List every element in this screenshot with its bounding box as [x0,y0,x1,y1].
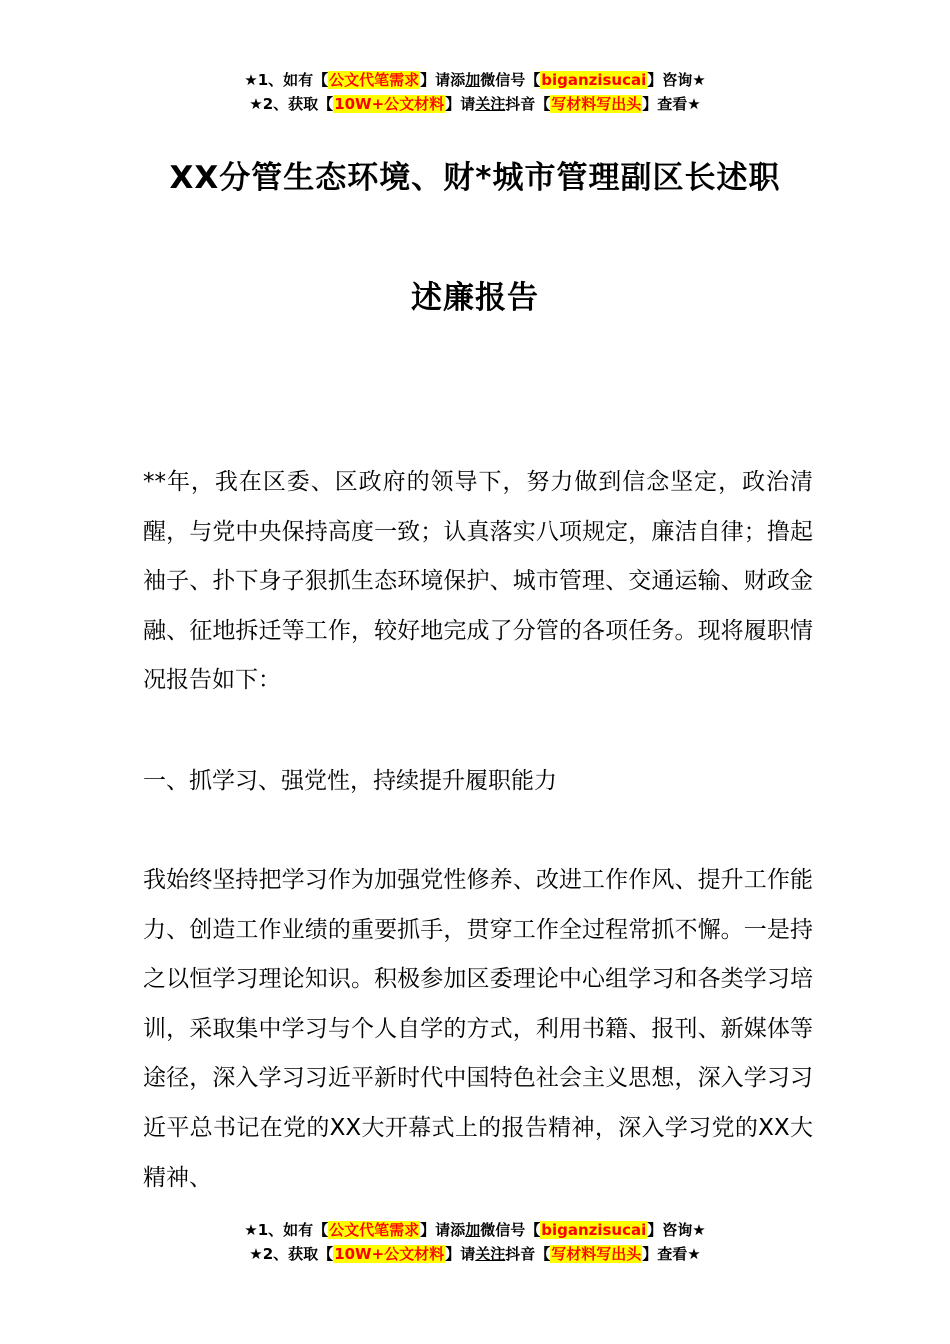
banner-text: 】咨询★ [647,71,706,89]
banner-text: 】查看★ [642,95,701,113]
footer-banner [0,1218,950,1266]
wechat-id: biganzisucai [541,71,647,89]
banner-line-2 [0,1242,950,1266]
banner-text: 】请 [445,95,476,113]
section-heading: 一、抓学习、强党性，持续提升履职能力 [143,768,557,794]
header-banner [0,68,950,116]
document-title-line-2: 述廉报告 [411,280,539,316]
highlight-text: 10W+公文材料 [334,1245,445,1263]
banner-text: 】请添 [420,71,466,89]
underlined-text: 关注 [475,95,506,113]
banner-text: 】查看★ [642,1245,701,1263]
highlight-text: 公文代笔需求 [329,1221,420,1239]
banner-line-1 [0,1218,950,1242]
highlight-text: 公文代笔需求 [329,71,420,89]
banner-text: 微信号【 [480,71,541,89]
banner-text: 】请 [445,1245,476,1263]
banner-text: 抖音【 [505,1245,551,1263]
banner-line-1 [0,68,950,92]
intro-paragraph: **年，我在区委、区政府的领导下，努力做到信念坚定，政治清醒，与党中央保持高度一致；认真落实八项规定，廉洁自律；撸起袖子、扑下身子狠抓生态环境保护、城市管理、交通运输、财政金融、征地拆迁等工作，较好地完成了分管的各项任务。现将履职情况报告如下： [143,469,813,694]
underlined-text: 关注 [475,1245,506,1263]
banner-text: ★2、获取【 [249,95,334,113]
banner-text: 抖音【 [505,95,551,113]
banner-text: 微信号【 [480,1221,541,1239]
section-paragraph: 我始终坚持把学习作为加强党性修养、改进工作作风、提升工作能力、创造工作业绩的重要抓手，贯穿工作全过程常抓不懈。一是持之以恒学习理论知识。积极参加区委理论中心组学习和各类学习培训，采取集中学习与个人自学的方式，利用书籍、报刊、新媒体等途径，深入学习习近平新时代中国特色社会主义思想，深入学习习近平总书记在党的XX大开幕式上的报告精神，深入学习党的XX大精神、 [143,867,813,1191]
highlight-text: 10W+公文材料 [334,95,445,113]
banner-text: ★1、如有【 [244,71,329,89]
underlined-text: 加 [465,1221,481,1239]
douyin-account: 写材料写出头 [551,95,642,113]
wechat-id: biganzisucai [541,1221,647,1239]
document-title-line-1: XX分管生态环境、财*城市管理副区长述职 [169,160,781,196]
douyin-account: 写材料写出头 [551,1245,642,1263]
banner-text: 】请添 [420,1221,466,1239]
banner-text: 】咨询★ [647,1221,706,1239]
banner-text: ★1、如有【 [244,1221,329,1239]
banner-text: ★2、获取【 [249,1245,334,1263]
banner-line-2 [0,92,950,116]
underlined-text: 加 [465,71,481,89]
